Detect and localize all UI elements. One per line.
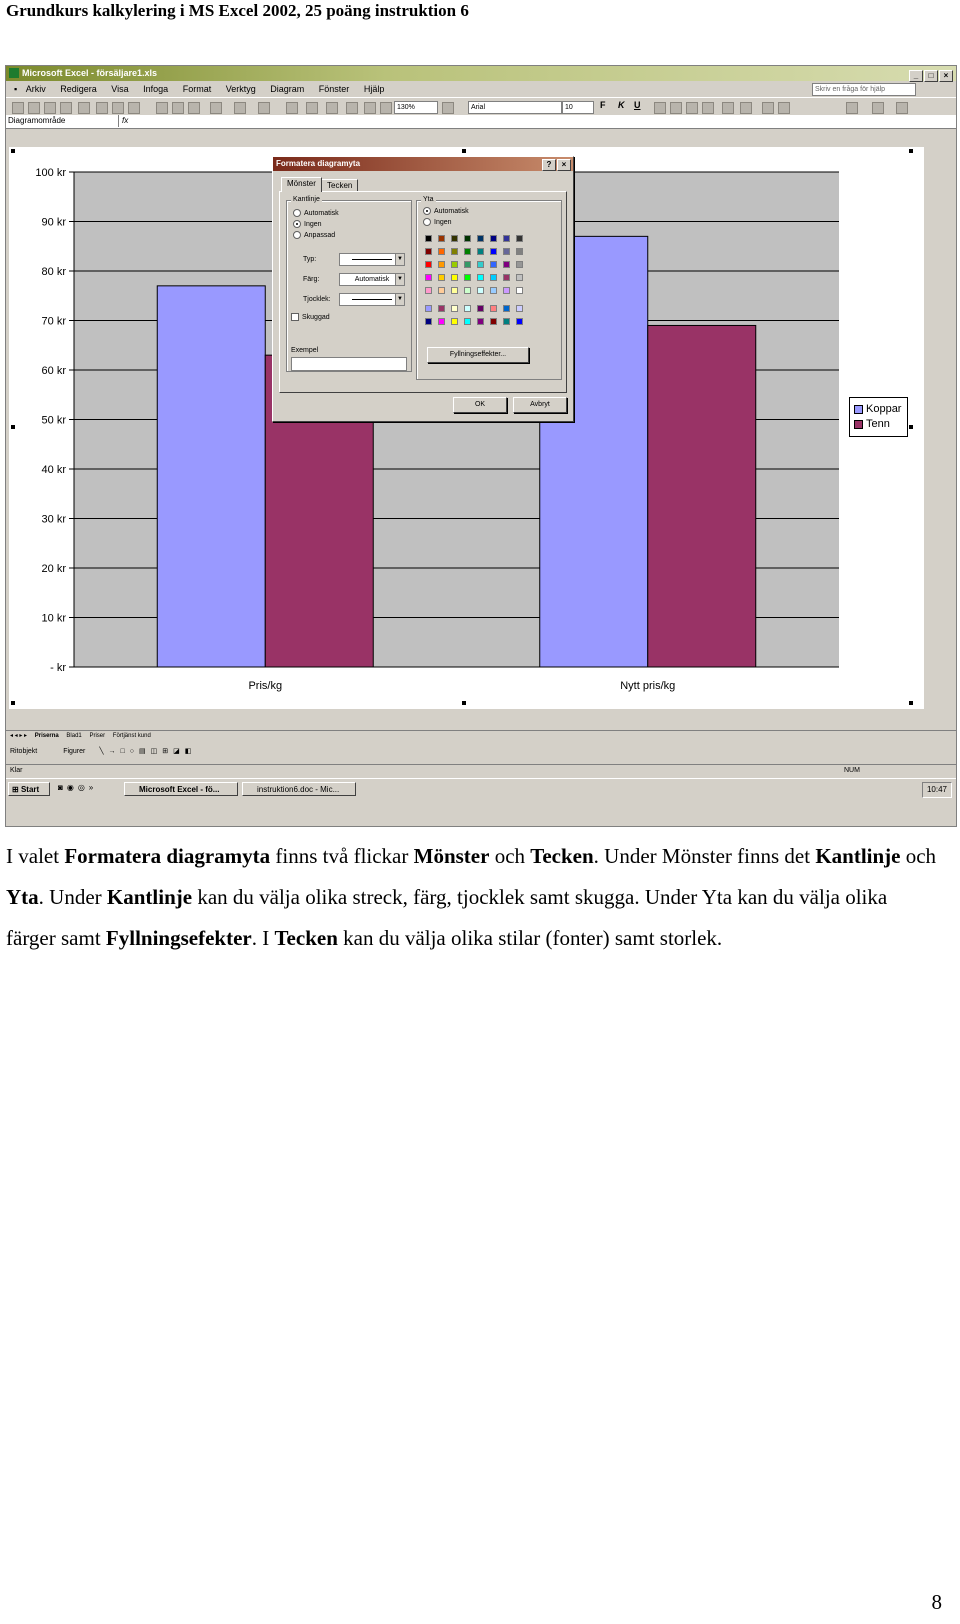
color-swatch[interactable]: [503, 248, 510, 255]
color-swatch[interactable]: [438, 287, 445, 294]
status-bar: [6, 764, 956, 777]
cancel-button[interactable]: Avbryt: [513, 397, 567, 413]
menu-verktyg[interactable]: Verktyg: [225, 84, 256, 94]
selection-handle[interactable]: [11, 149, 15, 153]
color-swatch[interactable]: [451, 261, 458, 268]
save-icon[interactable]: [44, 102, 56, 114]
menu-bar: [6, 81, 956, 97]
color-swatch[interactable]: [425, 318, 432, 325]
y-tick-label: 60 kr: [41, 365, 66, 377]
currency-icon[interactable]: [722, 102, 734, 114]
color-swatch[interactable]: [464, 261, 471, 268]
font-color-icon[interactable]: [896, 102, 908, 114]
radio-selected-icon: [423, 207, 431, 215]
color-swatch[interactable]: [425, 248, 432, 255]
bold-text-run: Kantlinje: [106, 885, 193, 909]
color-swatch[interactable]: [516, 305, 523, 312]
sheet-tab-fortjanst-kund[interactable]: Förtjänst kund: [112, 733, 151, 739]
color-swatch[interactable]: [503, 235, 510, 242]
selection-handle[interactable]: [909, 701, 913, 705]
color-swatch[interactable]: [438, 248, 445, 255]
chevron-down-icon: ▼: [395, 294, 404, 305]
bold-text-run: Formatera diagramyta: [64, 844, 271, 868]
menu-format[interactable]: Format: [182, 84, 212, 94]
font-size-select[interactable]: 10: [562, 101, 594, 114]
color-swatch[interactable]: [477, 261, 484, 268]
text-run: finns två flickar: [270, 844, 414, 868]
drawing-toolbar: [6, 744, 956, 760]
color-swatch[interactable]: [490, 274, 497, 281]
open-icon[interactable]: [28, 102, 40, 114]
italic-button[interactable]: K: [618, 100, 625, 110]
sheet-tab-priser[interactable]: Priser: [89, 733, 106, 739]
hyperlink-icon[interactable]: [286, 102, 298, 114]
shadow-checkbox[interactable]: [291, 313, 330, 322]
color-swatch[interactable]: [503, 287, 510, 294]
y-tick-label: 30 kr: [41, 513, 66, 526]
close-icon[interactable]: ×: [557, 159, 571, 171]
color-swatch[interactable]: [464, 318, 471, 325]
maximize-icon[interactable]: □: [924, 70, 938, 82]
bold-text-run: Kantlinje: [815, 844, 901, 868]
color-swatch[interactable]: [503, 318, 510, 325]
chart-wizard-icon[interactable]: [364, 102, 376, 114]
y-tick-label: 50 kr: [41, 414, 66, 427]
color-swatch[interactable]: [516, 235, 523, 242]
start-label: Start: [20, 785, 40, 794]
status-text: Klar: [10, 767, 23, 774]
y-tick-label: 10 kr: [41, 612, 66, 625]
document-header: Grundkurs kalkylering i MS Excel 2002, 25 poäng instruktion 6: [6, 1, 469, 20]
color-select-value: Automatisk: [354, 276, 390, 283]
sort-descending-icon[interactable]: [346, 102, 358, 114]
example-preview: [291, 357, 407, 371]
excel-screenshot: [5, 65, 957, 827]
color-swatch[interactable]: [438, 274, 445, 281]
selection-handle[interactable]: [909, 425, 913, 429]
bar-tenn-1: [648, 325, 756, 667]
border-automatic-label: Automatisk: [304, 210, 339, 217]
format-chart-area-dialog: [272, 156, 574, 422]
weight-select[interactable]: [339, 293, 405, 306]
draw-objects-menu[interactable]: Ritobjekt: [10, 748, 38, 755]
area-none-radio[interactable]: [423, 218, 452, 227]
color-swatch[interactable]: [464, 287, 471, 294]
y-tick-label: - kr: [50, 662, 66, 674]
menu-infoga[interactable]: Infoga: [143, 84, 169, 94]
color-swatch[interactable]: [451, 287, 458, 294]
bold-text-run: Tecken: [530, 844, 594, 868]
shadow-label: Skuggad: [302, 314, 330, 321]
selection-handle[interactable]: [909, 149, 913, 153]
underline-button[interactable]: U: [634, 100, 641, 110]
page-number: 8: [931, 1590, 942, 1614]
legend-item-koppar: [854, 403, 901, 416]
tab-monster[interactable]: Mönster: [281, 177, 322, 192]
drawing-icon[interactable]: [380, 102, 392, 114]
percent-icon[interactable]: [740, 102, 752, 114]
color-swatch[interactable]: [477, 287, 484, 294]
bold-button[interactable]: F: [600, 100, 606, 110]
autosum-icon[interactable]: [306, 102, 318, 114]
ok-button[interactable]: OK: [453, 397, 507, 413]
selection-handle[interactable]: [11, 425, 15, 429]
window-title: Microsoft Excel - försäljare1.xls: [22, 68, 158, 78]
sort-ascending-icon[interactable]: [326, 102, 338, 114]
color-swatch[interactable]: [516, 248, 523, 255]
example-label: Exempel: [291, 347, 319, 354]
color-swatch[interactable]: [490, 318, 497, 325]
radio-selected-icon: [293, 220, 301, 228]
email-icon[interactable]: [78, 102, 90, 114]
menu-fonster[interactable]: Fönster: [318, 84, 350, 94]
color-swatch[interactable]: [464, 235, 471, 242]
area-automatic-label: Automatisk: [434, 208, 469, 215]
radio-icon: [423, 218, 431, 226]
standard-toolbar: [6, 97, 956, 117]
color-swatch[interactable]: [438, 318, 445, 325]
color-swatch[interactable]: [438, 235, 445, 242]
format-painter-icon[interactable]: [210, 102, 222, 114]
menu-diagram[interactable]: Diagram: [270, 84, 305, 94]
border-custom-label: Anpassad: [304, 232, 336, 239]
excel-title-bar: [6, 66, 956, 81]
redo-icon[interactable]: [258, 102, 270, 114]
spelling-icon[interactable]: [128, 102, 140, 114]
bold-text-run: Yta: [6, 885, 39, 909]
type-select[interactable]: [339, 253, 405, 266]
selection-handle[interactable]: [462, 701, 466, 705]
increase-indent-icon[interactable]: [778, 102, 790, 114]
text-run: . Under Mönster finns det: [593, 844, 816, 868]
print-icon[interactable]: [96, 102, 108, 114]
fx-icon: fx: [122, 116, 129, 125]
color-swatch[interactable]: [425, 305, 432, 312]
legend-label-tenn: Tenn: [866, 418, 890, 430]
chevron-down-icon: ▼: [395, 274, 404, 285]
color-swatch[interactable]: [451, 305, 458, 312]
sheet-tab-bar: [6, 730, 956, 741]
menu-redigera[interactable]: Redigera: [60, 84, 97, 94]
area-automatic-radio[interactable]: [423, 207, 469, 216]
color-swatch[interactable]: [490, 248, 497, 255]
radio-icon: [293, 209, 301, 217]
color-swatch[interactable]: [464, 305, 471, 312]
color-label: Färg:: [303, 276, 320, 283]
color-swatch[interactable]: [438, 305, 445, 312]
align-right-icon[interactable]: [686, 102, 698, 114]
color-swatch[interactable]: [477, 274, 484, 281]
text-run: kan du välja olika stilar (fonter) samt storlek.: [337, 926, 723, 950]
bold-text-run: Fyllningsefekter: [105, 926, 252, 950]
color-swatch[interactable]: [490, 305, 497, 312]
selection-handle[interactable]: [11, 701, 15, 705]
align-left-icon[interactable]: [654, 102, 666, 114]
legend-label-koppar: Koppar: [866, 403, 902, 415]
bold-text-run: Mönster: [413, 844, 490, 868]
color-swatch[interactable]: [438, 261, 445, 268]
color-swatch[interactable]: [451, 274, 458, 281]
checkbox-icon: [291, 313, 299, 321]
align-center-icon[interactable]: [670, 102, 682, 114]
menu-icon-excel[interactable]: ▪: [14, 84, 18, 94]
color-swatch[interactable]: [490, 235, 497, 242]
line-sample: [352, 259, 392, 260]
body-paragraph: [6, 836, 941, 959]
dialog-title: Formatera diagramyta: [276, 159, 361, 168]
color-swatch[interactable]: [425, 287, 432, 294]
zoom-select[interactable]: 130%: [394, 101, 438, 114]
y-tick-label: 90 kr: [41, 216, 66, 229]
shapes-menu[interactable]: Figurer: [63, 748, 86, 755]
border-custom-radio[interactable]: [293, 231, 335, 240]
formula-bar: [6, 115, 956, 129]
windows-logo-icon: ⊞: [12, 785, 19, 794]
border-group-label: Kantlinje: [293, 196, 320, 203]
start-button[interactable]: [8, 782, 50, 796]
dialog-title-bar: [273, 157, 573, 171]
x-tick-label: Nytt pris/kg: [620, 680, 676, 692]
text-run: och: [489, 844, 531, 868]
color-swatch[interactable]: [425, 274, 432, 281]
color-swatch[interactable]: [516, 287, 523, 294]
chart-legend[interactable]: [849, 397, 908, 437]
text-run: och: [900, 844, 937, 868]
color-swatch[interactable]: [464, 248, 471, 255]
border-group: [286, 196, 412, 372]
color-swatch[interactable]: [477, 318, 484, 325]
color-swatch[interactable]: [516, 274, 523, 281]
y-tick-label: 100 kr: [35, 167, 66, 179]
y-tick-label: 80 kr: [41, 266, 66, 278]
copy-icon[interactable]: [172, 102, 184, 114]
close-icon[interactable]: ×: [939, 70, 953, 82]
system-clock: 10:47: [922, 782, 952, 798]
permission-icon[interactable]: [60, 102, 72, 114]
tab-tecken[interactable]: Tecken: [321, 179, 358, 192]
text-run: kan du välja olika streck, färg, tjocklek samt skugga. Under Yta kan du välja olika färger samt: [6, 885, 888, 950]
y-tick-label: 70 kr: [41, 315, 66, 328]
color-swatch[interactable]: [516, 261, 523, 268]
color-swatch[interactable]: [503, 274, 510, 281]
decrease-indent-icon[interactable]: [762, 102, 774, 114]
color-swatch[interactable]: [477, 248, 484, 255]
color-swatch[interactable]: [425, 235, 432, 242]
sheet-tab-priserna[interactable]: Priserna: [34, 733, 59, 739]
taskbar-word[interactable]: instruktion6.doc - Mic...: [242, 782, 356, 796]
color-swatch[interactable]: [464, 274, 471, 281]
merge-center-icon[interactable]: [702, 102, 714, 114]
radio-icon: [293, 231, 301, 239]
color-swatch[interactable]: [490, 287, 497, 294]
y-tick-label: 20 kr: [41, 563, 66, 575]
taskbar-excel[interactable]: Microsoft Excel - fö...: [124, 782, 238, 796]
border-none-radio[interactable]: [293, 220, 322, 229]
y-tick-label: 40 kr: [41, 464, 66, 476]
help-search-input[interactable]: Skriv en fråga för hjälp: [812, 83, 916, 96]
help-icon[interactable]: [442, 102, 454, 114]
help-icon[interactable]: ?: [542, 159, 556, 171]
text-run: . Under: [38, 885, 107, 909]
tab-scroll-icon[interactable]: ◂ ◂ ▸ ▸: [10, 733, 28, 739]
color-swatch[interactable]: [451, 235, 458, 242]
color-swatch[interactable]: [477, 305, 484, 312]
text-run: I valet: [6, 844, 65, 868]
color-swatch[interactable]: [425, 261, 432, 268]
minimize-icon[interactable]: _: [909, 70, 923, 82]
fill-color-icon[interactable]: [872, 102, 884, 114]
type-label: Typ:: [303, 256, 317, 263]
new-icon[interactable]: [12, 102, 24, 114]
text-run: . I: [251, 926, 275, 950]
selection-handle[interactable]: [462, 149, 466, 153]
color-swatch[interactable]: [451, 318, 458, 325]
borders-icon[interactable]: [846, 102, 858, 114]
color-swatch[interactable]: [516, 318, 523, 325]
menu-visa[interactable]: Visa: [111, 84, 129, 94]
cut-icon[interactable]: [156, 102, 168, 114]
drawing-tools-icon[interactable]: ╲→□○▤◫⊞◪◧: [99, 748, 197, 755]
border-none-label: Ingen: [304, 221, 322, 228]
quick-launch-icon[interactable]: ◙◉◎»: [58, 783, 98, 792]
x-tick-label: Pris/kg: [248, 680, 283, 692]
name-box[interactable]: Diagramområde: [6, 115, 119, 127]
color-swatch[interactable]: [490, 261, 497, 268]
area-group-label: Yta: [423, 196, 434, 203]
windows-taskbar: [6, 778, 956, 799]
excel-app-icon: [9, 68, 19, 78]
legend-swatch-koppar: [854, 405, 863, 414]
area-none-label: Ingen: [434, 219, 452, 226]
border-automatic-radio[interactable]: [293, 209, 339, 218]
line-sample: [352, 299, 392, 300]
num-lock-indicator: NUM: [844, 767, 860, 774]
color-swatch[interactable]: [451, 248, 458, 255]
bold-text-run: Tecken: [274, 926, 338, 950]
legend-item-tenn: [854, 418, 890, 431]
undo-icon[interactable]: [234, 102, 246, 114]
weight-label: Tjocklek:: [303, 296, 331, 303]
chevron-down-icon: ▼: [395, 254, 404, 265]
paste-icon[interactable]: [188, 102, 200, 114]
fill-effects-button[interactable]: Fyllningseffekter...: [427, 347, 529, 363]
bar-koppar-0: [157, 286, 265, 667]
color-swatch[interactable]: [503, 261, 510, 268]
color-swatch[interactable]: [503, 305, 510, 312]
menu-arkiv[interactable]: Arkiv: [25, 84, 46, 94]
font-name-select[interactable]: Arial: [468, 101, 562, 114]
legend-swatch-tenn: [854, 420, 863, 429]
tab-panel-monster: [279, 191, 567, 393]
menu-hjalp[interactable]: Hjälp: [363, 84, 385, 94]
color-select[interactable]: [339, 273, 405, 286]
color-swatch[interactable]: [477, 235, 484, 242]
area-group: [416, 196, 562, 380]
sheet-tab-blad1[interactable]: Blad1: [66, 733, 82, 739]
print-preview-icon[interactable]: [112, 102, 124, 114]
